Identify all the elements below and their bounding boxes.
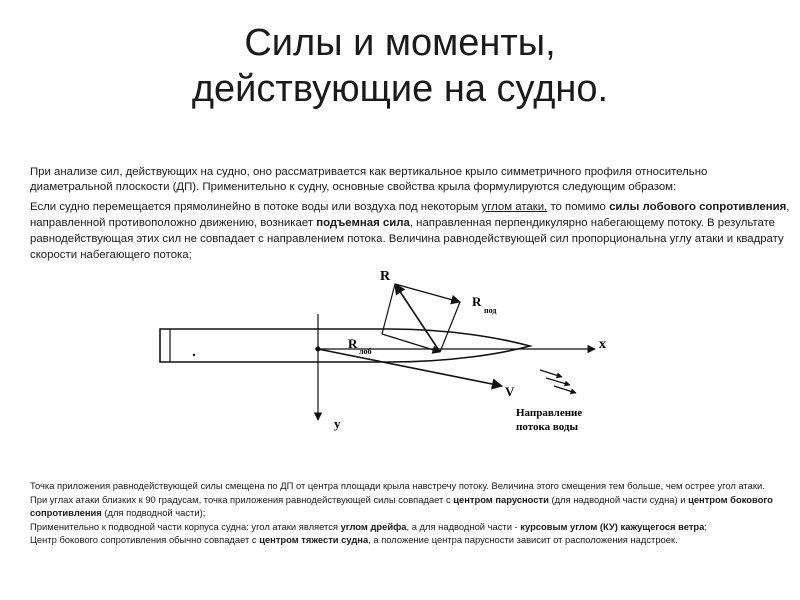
text-fragment: Центр бокового сопротивления обычно совпадает с	[30, 534, 260, 546]
label-R: R	[380, 269, 391, 284]
parallelogram-side	[382, 284, 395, 334]
hull-mark	[193, 354, 195, 356]
flow-label-line-1: Направление	[516, 407, 583, 419]
text-fragment: , а для надводной части -	[406, 520, 521, 532]
note-paragraph-1	[30, 479, 780, 520]
label-R-pod: R	[472, 294, 482, 309]
y-axis-label: y	[334, 416, 341, 431]
flow-arrow-1	[540, 370, 562, 377]
velocity-arrow	[318, 349, 502, 386]
label-V: V	[505, 384, 515, 399]
sail-center-term: центром парусности	[453, 493, 549, 505]
attack-angle-term: углом атаки,	[481, 201, 548, 213]
lateral-resistance-center-term: центром бокового сопротивления	[30, 493, 773, 519]
title-line-1: Силы и моменты,	[244, 22, 556, 64]
label-R-lob-sub: лоб	[359, 347, 372, 356]
drag-force-arrow	[440, 302, 460, 352]
text-fragment: , а положение центра парусности зависит от расположения надстроек.	[368, 534, 678, 546]
flow-arrow-3	[554, 386, 576, 393]
text-fragment: (для надводной части судна) и	[548, 493, 689, 505]
attack-angle-paragraph	[30, 199, 790, 263]
lift-force-term: подъемная сила	[316, 217, 410, 229]
drag-force-term: силы лобового сопротивления	[609, 201, 787, 213]
flow-label-line-2: потока воды	[516, 421, 579, 433]
page-title	[0, 20, 800, 112]
text-fragment: ;	[704, 520, 707, 532]
label-R-pod-sub: под	[484, 306, 497, 315]
note-paragraph-2	[30, 520, 780, 534]
text-fragment: Точка приложения равнодействующей силы смещена по ДП от центра площади крыла навстречу потоку. Величина этого смещения тем больше, чем острее угол атаки. При углах атаки близких к 90 градусам, точка приложения равнодействующей силы совпадает с	[30, 480, 765, 505]
text-fragment: , направленная перпендикулярно набегающему потоку. В результате равнодействующая этих сил не совпадает с направлением потока. Величина равнодействующей сил пропорциональна углу атаки и квадрату скорости набегающего потока;	[30, 217, 784, 261]
hull-outline	[160, 329, 530, 362]
notes-block	[30, 479, 780, 547]
apparent-wind-angle-term: курсовым углом (КУ) кажущегося ветра	[520, 520, 705, 532]
text-fragment: , направленной противоположно движению, возникает	[30, 201, 790, 229]
note-paragraph-3	[30, 533, 780, 547]
center-of-gravity-term: центром тяжести судна	[259, 534, 369, 546]
drift-angle-term: углом дрейфа	[340, 520, 407, 532]
intro-paragraph: При анализе сил, действующих на судно, оно рассматривается как вертикальное крыло симметричного профиля относительно диаметральной плоскости (ДП). Применительно к судну, основные свойства крыла формулируются следующим образом:	[30, 166, 708, 194]
force-diagram	[150, 262, 620, 467]
label-R-lob: R	[348, 336, 358, 351]
text-fragment: Применительно к подводной части корпуса судна: угол атаки является	[30, 520, 341, 532]
text-fragment: то помимо	[547, 201, 610, 213]
text-fragment: (для подводной части);	[101, 507, 206, 519]
flow-arrow-2	[546, 378, 570, 385]
title-line-2: действующие на судно.	[191, 68, 609, 110]
text-fragment: Если судно перемещается прямолинейно в потоке воды или воздуха под некоторым	[30, 201, 482, 213]
x-axis-label: x	[599, 337, 606, 352]
